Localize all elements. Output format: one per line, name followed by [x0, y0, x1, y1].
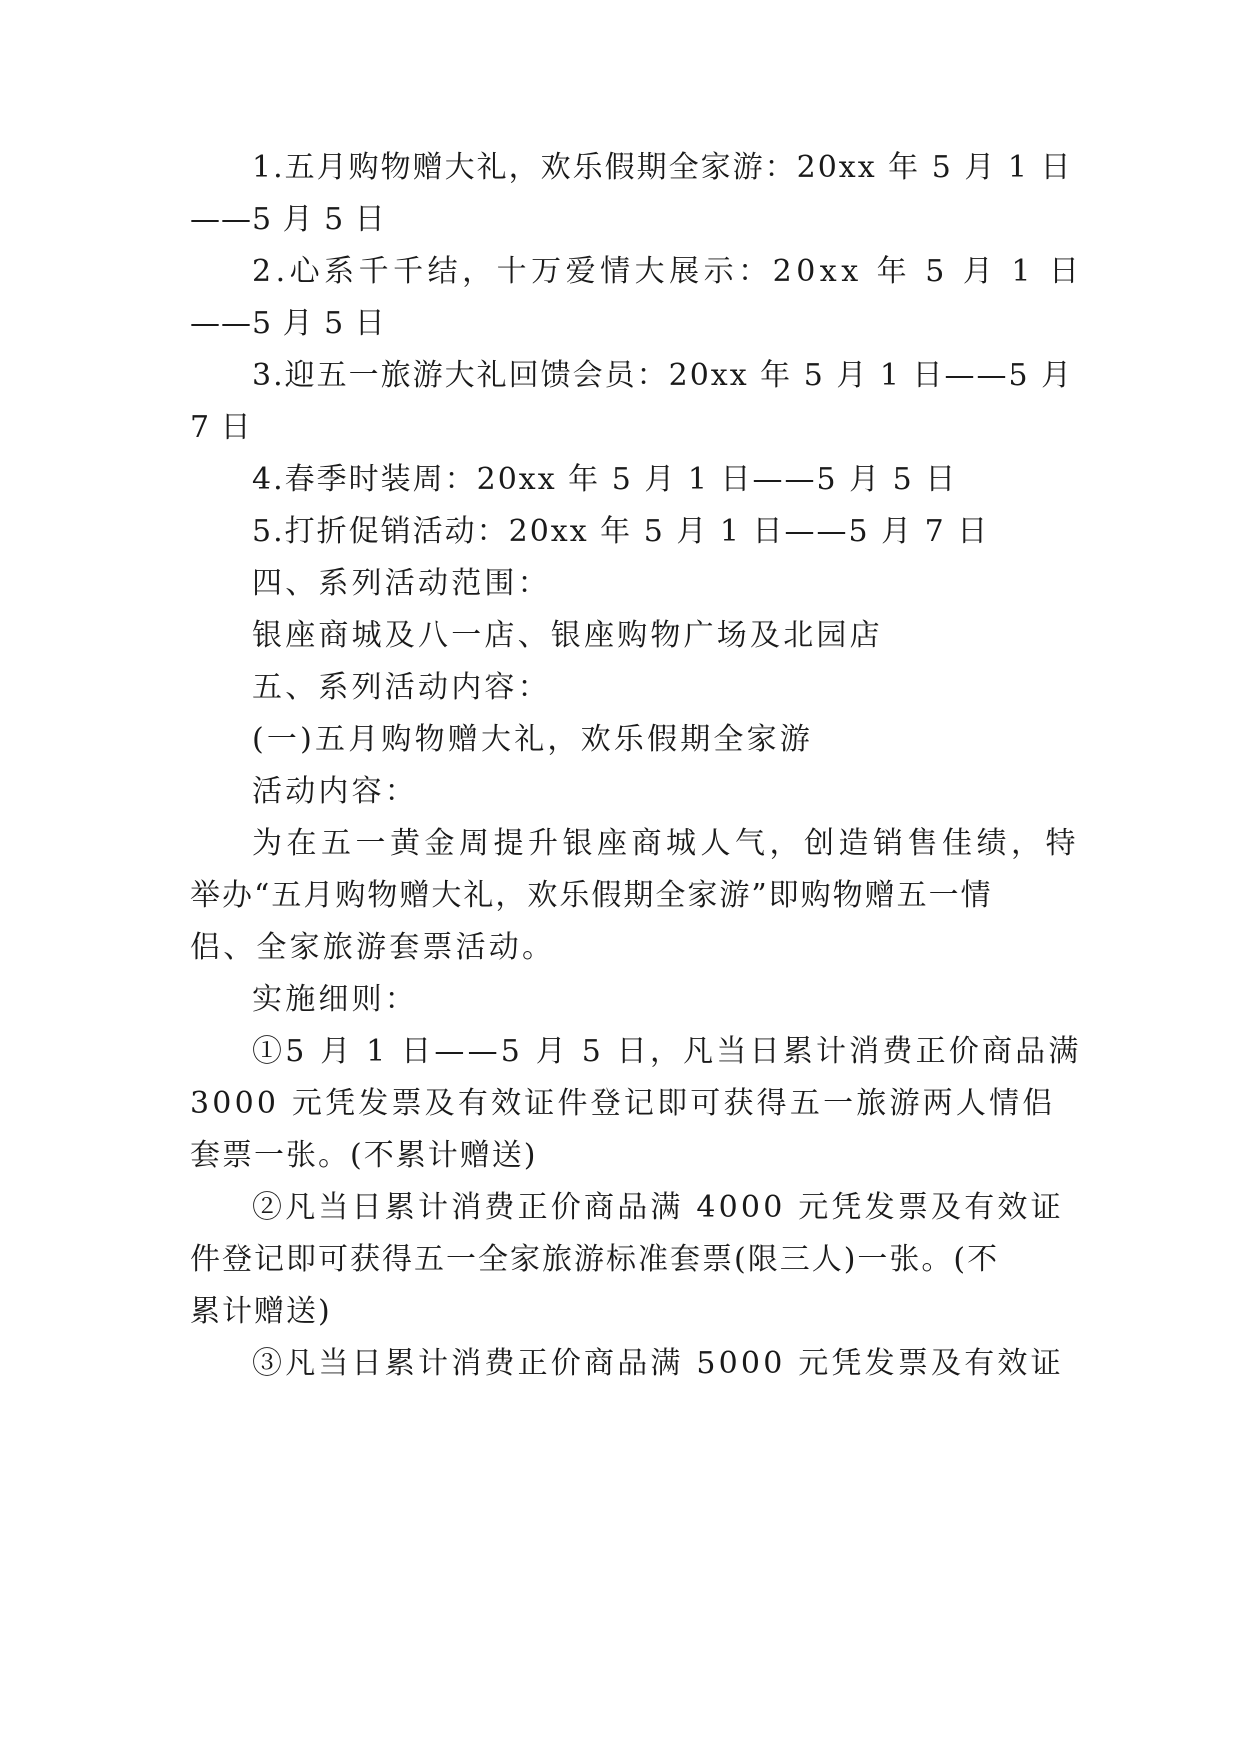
- rule-1-line: ①5 月 1 日——5 月 5 日，凡当日累计消费正价商品满: [252, 1034, 1082, 1069]
- schedule-item-2: 2.心系千千结，十万爱情大展示：20xx 年 5 月 1 日: [252, 254, 1084, 289]
- schedule-item-1-cont: ——5 月 5 日: [190, 202, 386, 237]
- schedule-item-2-cont: ——5 月 5 日: [190, 306, 386, 341]
- paragraph-line: 为在五一黄金周提升银座商城人气，创造销售佳绩，特: [252, 826, 1080, 861]
- schedule-item-1: 1.五月购物赠大礼，欢乐假期全家游：20xx 年 5 月 1 日: [252, 150, 1073, 185]
- rule-2-line: 累计赠送): [190, 1294, 332, 1329]
- rule-2-line: 件登记即可获得五一全家旅游标准套票(限三人)一张。(不: [190, 1242, 1000, 1277]
- schedule-item-5: 5.打折促销活动：20xx 年 5 月 1 日——5 月 7 日: [252, 514, 990, 549]
- venue-list: 银座商城及八一店、银座购物广场及北园店: [252, 618, 883, 653]
- activity-content-label: 活动内容：: [252, 774, 418, 809]
- section-heading-4: 四、系列活动范围：: [252, 566, 551, 601]
- section-heading-5: 五、系列活动内容：: [252, 670, 551, 705]
- schedule-item-4: 4.春季时装周：20xx 年 5 月 1 日——5 月 5 日: [252, 462, 958, 497]
- subsection-heading-1: (一)五月购物赠大礼，欢乐假期全家游: [252, 722, 814, 757]
- rules-label: 实施细则：: [252, 982, 418, 1017]
- schedule-item-3: 3.迎五一旅游大礼回馈会员：20xx 年 5 月 1 日——5 月: [252, 358, 1074, 393]
- rule-1-line: 套票一张。(不累计赠送): [190, 1138, 538, 1173]
- rule-1-line: 3000 元凭发票及有效证件登记即可获得五一旅游两人情侣: [190, 1086, 1056, 1121]
- rule-2-line: ②凡当日累计消费正价商品满 4000 元凭发票及有效证: [252, 1190, 1064, 1225]
- schedule-item-3-cont: 7 日: [190, 410, 252, 445]
- rule-3-line: ③凡当日累计消费正价商品满 5000 元凭发票及有效证: [252, 1346, 1064, 1381]
- paragraph-line: 侣、全家旅游套票活动。: [190, 930, 556, 965]
- paragraph-line: 举办“五月购物赠大礼，欢乐假期全家游”即购物赠五一情: [190, 878, 993, 913]
